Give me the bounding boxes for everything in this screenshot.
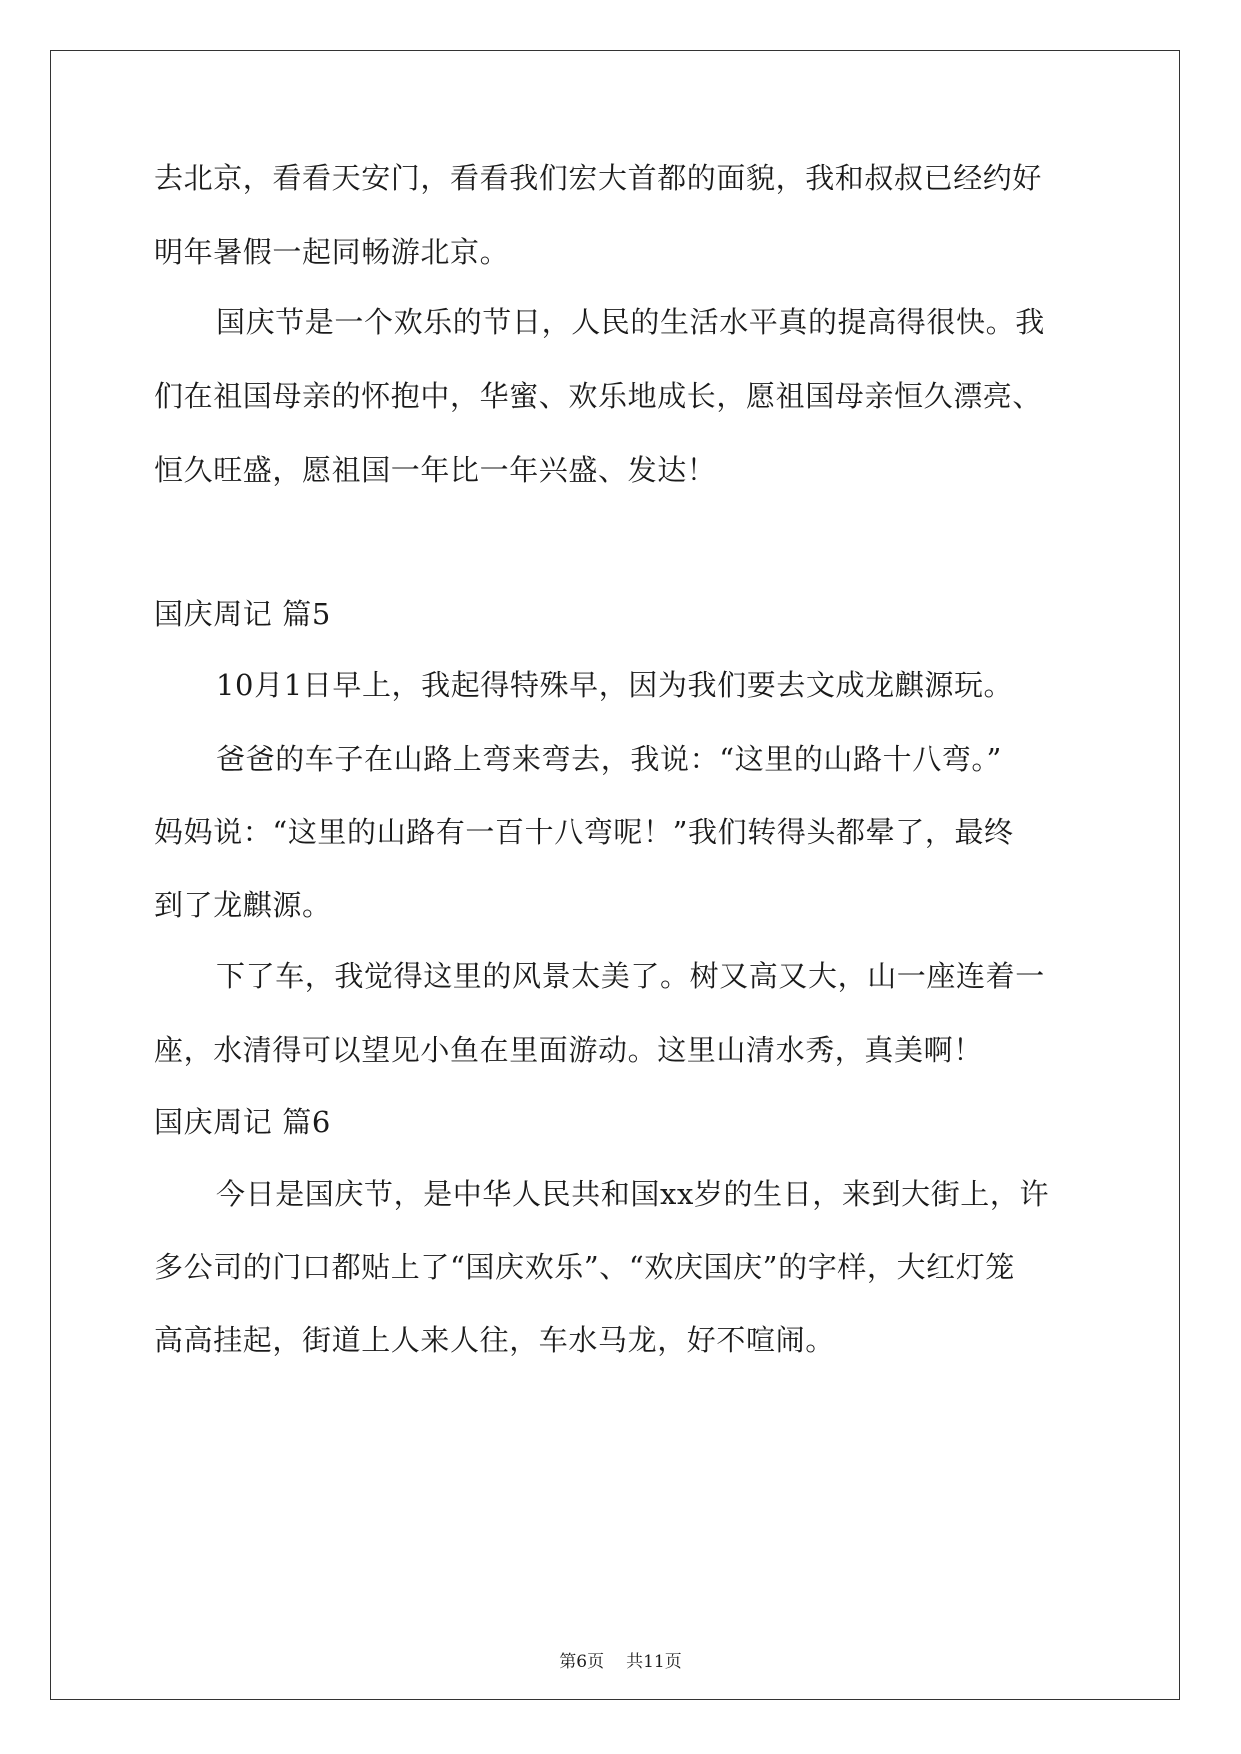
paragraph-line: 国庆节是一个欢乐的节日，人民的生活水平真的提高得很快。我 bbox=[216, 305, 1045, 339]
paragraph-line: 爸爸的车子在山路上弯来弯去，我说：“这里的山路十八弯。” bbox=[216, 742, 1002, 776]
paragraph-line: 下了车，我觉得这里的风景太美了。树又高又大，山一座连着一 bbox=[216, 959, 1045, 993]
paragraph-line: 妈妈说：“这里的山路有一百十八弯呢！”我们转得头都晕了，最终 bbox=[154, 815, 1014, 849]
page-total: 共11页 bbox=[626, 1652, 682, 1672]
paragraph-line: 今日是国庆节，是中华人民共和国xx岁的生日，来到大街上，许 bbox=[216, 1177, 1050, 1211]
paragraph-line: 高高挂起，街道上人来人往，车水马龙，好不喧闹。 bbox=[154, 1323, 835, 1357]
page-footer bbox=[0, 1651, 1241, 1673]
section-heading: 国庆周记 篇5 bbox=[154, 597, 331, 631]
paragraph-line: 去北京，看看天安门，看看我们宏大首都的面貌，我和叔叔已经约好 bbox=[154, 161, 1043, 195]
paragraph-line: 座，水清得可以望见小鱼在里面游动。这里山清水秀，真美啊！ bbox=[154, 1033, 983, 1067]
section-heading: 国庆周记 篇6 bbox=[154, 1105, 331, 1139]
paragraph-line: 10月1日早上，我起得特殊早，因为我们要去文成龙麒源玩。 bbox=[216, 668, 1014, 702]
paragraph-line: 们在祖国母亲的怀抱中，华蜜、欢乐地成长，愿祖国母亲恒久漂亮、 bbox=[154, 379, 1043, 413]
paragraph-line: 恒久旺盛，愿祖国一年比一年兴盛、发达！ bbox=[154, 453, 717, 487]
paragraph-line: 到了龙麒源。 bbox=[154, 888, 332, 922]
paragraph-line: 多公司的门口都贴上了“国庆欢乐”、“欢庆国庆”的字样，大红灯笼 bbox=[154, 1250, 1015, 1284]
page-number: 第6页 bbox=[559, 1652, 605, 1672]
page-border bbox=[50, 50, 1180, 1700]
paragraph-line: 明年暑假一起同畅游北京。 bbox=[154, 235, 510, 269]
